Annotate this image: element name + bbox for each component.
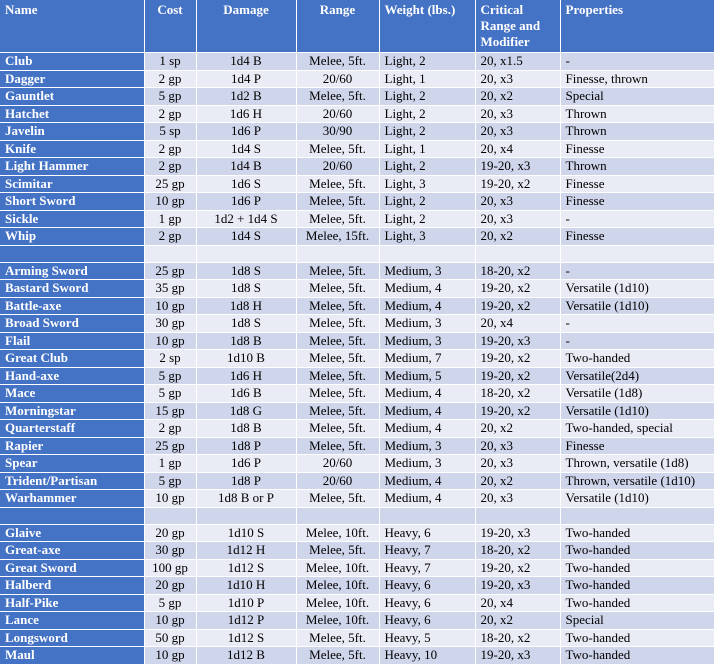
weapon-name: Great-axe <box>0 542 144 560</box>
separator-cell <box>196 245 296 262</box>
weapon-properties: Thrown <box>560 158 714 176</box>
weapon-cost: 5 gp <box>144 594 196 612</box>
weapon-name: Lance <box>0 612 144 630</box>
table-row <box>0 524 714 542</box>
weapon-cost: 2 gp <box>144 228 196 246</box>
weapon-cost: 30 gp <box>144 542 196 560</box>
weapon-critical: 18-20, x2 <box>475 385 560 403</box>
weapon-name: Hatchet <box>0 105 144 123</box>
weapon-name: Knife <box>0 140 144 158</box>
weapon-name: Trident/Partisan <box>0 472 144 490</box>
weapon-name: Club <box>0 53 144 71</box>
table-row <box>0 262 714 280</box>
weapon-weight: Light, 1 <box>379 140 475 158</box>
weapon-weight: Light, 2 <box>379 88 475 106</box>
weapon-properties: Versatile (1d10) <box>560 280 714 298</box>
weapon-weight: Medium, 4 <box>379 385 475 403</box>
weapon-name: Mace <box>0 385 144 403</box>
weapon-range: Melee, 5ft. <box>296 53 379 71</box>
weapon-damage: 1d8 B or P <box>196 490 296 508</box>
weapon-properties: Two-handed <box>560 542 714 560</box>
weapon-cost: 5 gp <box>144 367 196 385</box>
weapon-range: Melee, 5ft. <box>296 140 379 158</box>
weapon-damage: 1d6 P <box>196 455 296 473</box>
weapon-cost: 10 gp <box>144 332 196 350</box>
weapon-name: Sickle <box>0 210 144 228</box>
weapon-name: Javelin <box>0 123 144 141</box>
weapon-critical: 20, x4 <box>475 315 560 333</box>
weapon-damage: 1d4 B <box>196 53 296 71</box>
weapon-cost: 20 gp <box>144 577 196 595</box>
weapon-critical: 20, x2 <box>475 612 560 630</box>
weapon-range: Melee, 5ft. <box>296 210 379 228</box>
weapon-properties: Two-handed <box>560 524 714 542</box>
weapon-critical: 19-20, x3 <box>475 332 560 350</box>
weapon-properties: - <box>560 262 714 280</box>
weapon-cost: 25 gp <box>144 175 196 193</box>
table-row <box>0 228 714 246</box>
weapon-weight: Light, 2 <box>379 105 475 123</box>
weapon-properties: Two-handed <box>560 350 714 368</box>
weapon-weight: Medium, 3 <box>379 332 475 350</box>
weapon-properties: Versatile (1d10) <box>560 297 714 315</box>
table-row <box>0 70 714 88</box>
table-row <box>0 88 714 106</box>
weapon-damage: 1d8 H <box>196 297 296 315</box>
weapon-cost: 10 gp <box>144 193 196 211</box>
weapon-range: Melee, 5ft. <box>296 297 379 315</box>
weapon-properties: Two-handed <box>560 577 714 595</box>
weapon-cost: 15 gp <box>144 402 196 420</box>
weapon-damage: 1d8 G <box>196 402 296 420</box>
weapon-weight: Light, 2 <box>379 158 475 176</box>
weapon-properties: Versatile (1d8) <box>560 385 714 403</box>
table-row <box>0 210 714 228</box>
weapon-range: Melee, 5ft. <box>296 280 379 298</box>
weapon-critical: 19-20, x2 <box>475 175 560 193</box>
weapon-name: Arming Sword <box>0 262 144 280</box>
weapon-cost: 2 sp <box>144 350 196 368</box>
weapon-cost: 10 gp <box>144 647 196 665</box>
weapon-range: 20/60 <box>296 158 379 176</box>
weapon-properties: Special <box>560 612 714 630</box>
weapon-weight: Heavy, 5 <box>379 629 475 647</box>
weapon-properties: Finesse <box>560 228 714 246</box>
header-name: Name <box>0 0 144 53</box>
header-row <box>0 0 714 53</box>
weapon-properties: Versatile(2d4) <box>560 367 714 385</box>
table-row <box>0 490 714 508</box>
weapon-properties: Two-handed, special <box>560 420 714 438</box>
separator-cell <box>379 507 475 524</box>
weapon-name: Half-Pike <box>0 594 144 612</box>
weapon-damage: 1d12 H <box>196 542 296 560</box>
weapon-weight: Medium, 4 <box>379 280 475 298</box>
weapon-name: Gauntlet <box>0 88 144 106</box>
weapon-weight: Light, 3 <box>379 228 475 246</box>
weapon-critical: 20, x2 <box>475 420 560 438</box>
weapon-name: Hand-axe <box>0 367 144 385</box>
weapon-damage: 1d8 B <box>196 420 296 438</box>
table-row <box>0 647 714 665</box>
weapon-properties: Thrown, versatile (1d8) <box>560 455 714 473</box>
weapon-range: Melee, 5ft. <box>296 490 379 508</box>
weapon-weight: Light, 3 <box>379 175 475 193</box>
weapon-range: 20/60 <box>296 105 379 123</box>
weapon-properties: - <box>560 210 714 228</box>
weapon-properties: Finesse, thrown <box>560 70 714 88</box>
table-row <box>0 455 714 473</box>
weapon-name: Great Sword <box>0 559 144 577</box>
weapon-name: Short Sword <box>0 193 144 211</box>
weapon-cost: 2 gp <box>144 70 196 88</box>
weapon-critical: 19-20, x2 <box>475 350 560 368</box>
weapon-range: Melee, 5ft. <box>296 262 379 280</box>
weapon-weight: Medium, 4 <box>379 297 475 315</box>
table-row <box>0 140 714 158</box>
weapon-cost: 25 gp <box>144 262 196 280</box>
weapon-weight: Medium, 3 <box>379 262 475 280</box>
weapon-weight: Heavy, 7 <box>379 542 475 560</box>
weapon-damage: 1d12 B <box>196 647 296 665</box>
weapon-weight: Heavy, 6 <box>379 524 475 542</box>
weapon-cost: 2 gp <box>144 420 196 438</box>
table-row <box>0 123 714 141</box>
weapon-properties: Two-handed <box>560 559 714 577</box>
table-row <box>0 175 714 193</box>
weapon-damage: 1d6 P <box>196 193 296 211</box>
table-row <box>0 542 714 560</box>
table-row <box>0 53 714 71</box>
weapon-critical: 19-20, x3 <box>475 524 560 542</box>
weapon-critical: 20, x2 <box>475 472 560 490</box>
weapon-critical: 20, x3 <box>475 210 560 228</box>
weapon-properties: Special <box>560 88 714 106</box>
header-properties: Properties <box>560 0 714 53</box>
weapon-critical: 18-20, x2 <box>475 629 560 647</box>
separator-cell <box>0 507 144 524</box>
weapon-weight: Heavy, 6 <box>379 594 475 612</box>
weapon-range: Melee, 5ft. <box>296 88 379 106</box>
weapon-name: Warhammer <box>0 490 144 508</box>
header-damage: Damage <box>196 0 296 53</box>
weapon-name: Bastard Sword <box>0 280 144 298</box>
weapon-critical: 20, x1.5 <box>475 53 560 71</box>
weapon-damage: 1d2 B <box>196 88 296 106</box>
table-row <box>0 350 714 368</box>
weapon-properties: Finesse <box>560 193 714 211</box>
table-row <box>0 594 714 612</box>
weapon-name: Whip <box>0 228 144 246</box>
header-weight: Weight (lbs.) <box>379 0 475 53</box>
weapon-weight: Medium, 4 <box>379 472 475 490</box>
weapon-range: Melee, 5ft. <box>296 647 379 665</box>
weapon-damage: 1d8 P <box>196 437 296 455</box>
table-row <box>0 612 714 630</box>
weapon-name: Halberd <box>0 577 144 595</box>
separator-cell <box>196 507 296 524</box>
header-cost: Cost <box>144 0 196 53</box>
weapon-range: 30/90 <box>296 123 379 141</box>
weapon-cost: 2 gp <box>144 158 196 176</box>
weapon-weight: Medium, 4 <box>379 402 475 420</box>
weapon-critical: 19-20, x3 <box>475 158 560 176</box>
weapon-weight: Medium, 3 <box>379 455 475 473</box>
weapon-critical: 18-20, x2 <box>475 542 560 560</box>
separator-cell <box>475 507 560 524</box>
weapon-weight: Medium, 3 <box>379 437 475 455</box>
weapon-damage: 1d8 S <box>196 262 296 280</box>
weapon-range: Melee, 10ft. <box>296 524 379 542</box>
weapon-name: Longsword <box>0 629 144 647</box>
header-critical: Critical Range and Modifier <box>475 0 560 53</box>
weapon-weight: Light, 2 <box>379 53 475 71</box>
weapon-range: Melee, 10ft. <box>296 577 379 595</box>
weapon-cost: 10 gp <box>144 490 196 508</box>
weapon-cost: 2 gp <box>144 140 196 158</box>
weapon-properties: Thrown <box>560 123 714 141</box>
weapon-damage: 1d6 B <box>196 385 296 403</box>
weapon-range: Melee, 5ft. <box>296 367 379 385</box>
weapon-cost: 5 gp <box>144 88 196 106</box>
group-separator-row <box>0 245 714 262</box>
weapon-critical: 19-20, x3 <box>475 647 560 665</box>
weapon-properties: Versatile (1d10) <box>560 402 714 420</box>
weapon-range: Melee, 5ft. <box>296 350 379 368</box>
weapon-cost: 50 gp <box>144 629 196 647</box>
weapon-damage: 1d6 S <box>196 175 296 193</box>
weapon-damage: 1d12 P <box>196 612 296 630</box>
weapon-damage: 1d8 S <box>196 315 296 333</box>
weapon-range: Melee, 15ft. <box>296 228 379 246</box>
weapon-properties: Thrown <box>560 105 714 123</box>
weapon-critical: 20, x3 <box>475 70 560 88</box>
weapon-critical: 20, x2 <box>475 88 560 106</box>
table-row <box>0 629 714 647</box>
weapon-damage: 1d12 S <box>196 559 296 577</box>
separator-cell <box>560 245 714 262</box>
table-row <box>0 367 714 385</box>
weapon-properties: Finesse <box>560 437 714 455</box>
weapon-critical: 19-20, x2 <box>475 280 560 298</box>
weapon-cost: 30 gp <box>144 315 196 333</box>
weapon-name: Battle-axe <box>0 297 144 315</box>
weapon-range: 20/60 <box>296 472 379 490</box>
weapon-critical: 20, x3 <box>475 105 560 123</box>
weapon-range: Melee, 5ft. <box>296 437 379 455</box>
weapon-damage: 1d4 S <box>196 140 296 158</box>
weapon-name: Glaive <box>0 524 144 542</box>
weapon-damage: 1d4 B <box>196 158 296 176</box>
weapon-cost: 10 gp <box>144 612 196 630</box>
weapon-critical: 19-20, x2 <box>475 297 560 315</box>
table-row <box>0 420 714 438</box>
weapon-name: Rapier <box>0 437 144 455</box>
weapon-properties: Two-handed <box>560 594 714 612</box>
weapon-critical: 20, x4 <box>475 140 560 158</box>
weapon-properties: Versatile (1d10) <box>560 490 714 508</box>
separator-cell <box>144 507 196 524</box>
weapon-range: Melee, 5ft. <box>296 402 379 420</box>
weapon-range: Melee, 5ft. <box>296 175 379 193</box>
weapon-range: Melee, 5ft. <box>296 629 379 647</box>
weapon-cost: 35 gp <box>144 280 196 298</box>
weapon-properties: Two-handed <box>560 647 714 665</box>
weapon-critical: 20, x3 <box>475 490 560 508</box>
weapon-name: Dagger <box>0 70 144 88</box>
weapon-weight: Light, 1 <box>379 70 475 88</box>
weapon-weight: Heavy, 7 <box>379 559 475 577</box>
weapon-range: Melee, 5ft. <box>296 332 379 350</box>
weapon-weight: Medium, 3 <box>379 315 475 333</box>
weapon-properties: Finesse <box>560 140 714 158</box>
table-row <box>0 297 714 315</box>
weapon-weight: Heavy, 6 <box>379 612 475 630</box>
weapon-range: Melee, 5ft. <box>296 542 379 560</box>
weapon-name: Quarterstaff <box>0 420 144 438</box>
separator-cell <box>144 245 196 262</box>
weapon-critical: 19-20, x2 <box>475 402 560 420</box>
weapon-weight: Light, 2 <box>379 123 475 141</box>
weapon-range: Melee, 5ft. <box>296 420 379 438</box>
weapon-damage: 1d4 P <box>196 70 296 88</box>
weapon-cost: 1 gp <box>144 210 196 228</box>
weapon-properties: - <box>560 332 714 350</box>
weapon-critical: 20, x3 <box>475 193 560 211</box>
table-body <box>0 53 714 665</box>
weapon-critical: 20, x3 <box>475 123 560 141</box>
weapon-cost: 20 gp <box>144 524 196 542</box>
weapon-cost: 5 sp <box>144 123 196 141</box>
group-separator-row <box>0 507 714 524</box>
table-row <box>0 385 714 403</box>
separator-cell <box>560 507 714 524</box>
weapon-damage: 1d12 S <box>196 629 296 647</box>
weapon-critical: 20, x3 <box>475 437 560 455</box>
weapon-damage: 1d10 H <box>196 577 296 595</box>
weapon-damage: 1d4 S <box>196 228 296 246</box>
weapon-critical: 19-20, x2 <box>475 559 560 577</box>
weapon-weight: Medium, 5 <box>379 367 475 385</box>
weapon-name: Light Hammer <box>0 158 144 176</box>
table-row <box>0 437 714 455</box>
weapon-properties: Thrown, versatile (1d10) <box>560 472 714 490</box>
separator-cell <box>296 245 379 262</box>
weapon-range: Melee, 10ft. <box>296 594 379 612</box>
weapon-critical: 20, x4 <box>475 594 560 612</box>
weapon-critical: 19-20, x3 <box>475 577 560 595</box>
weapon-properties: - <box>560 315 714 333</box>
weapon-cost: 5 gp <box>144 385 196 403</box>
weapon-range: Melee, 10ft. <box>296 612 379 630</box>
weapon-critical: 19-20, x2 <box>475 367 560 385</box>
table-row <box>0 280 714 298</box>
weapon-properties: Two-handed <box>560 629 714 647</box>
weapon-cost: 5 gp <box>144 472 196 490</box>
weapon-name: Maul <box>0 647 144 665</box>
weapon-name: Spear <box>0 455 144 473</box>
weapon-name: Scimitar <box>0 175 144 193</box>
weapon-damage: 1d6 H <box>196 367 296 385</box>
weapon-weight: Light, 2 <box>379 210 475 228</box>
table-row <box>0 158 714 176</box>
weapon-damage: 1d8 S <box>196 280 296 298</box>
weapon-damage: 1d8 B <box>196 332 296 350</box>
weapon-name: Broad Sword <box>0 315 144 333</box>
weapon-weight: Medium, 7 <box>379 350 475 368</box>
weapon-damage: 1d2 + 1d4 S <box>196 210 296 228</box>
weapon-name: Flail <box>0 332 144 350</box>
weapon-weight: Light, 2 <box>379 193 475 211</box>
weapon-weight: Heavy, 10 <box>379 647 475 665</box>
weapon-damage: 1d10 B <box>196 350 296 368</box>
separator-cell <box>296 507 379 524</box>
weapon-range: Melee, 10ft. <box>296 559 379 577</box>
weapon-critical: 20, x2 <box>475 228 560 246</box>
weapon-cost: 2 gp <box>144 105 196 123</box>
weapon-weight: Medium, 4 <box>379 420 475 438</box>
weapon-weight: Medium, 4 <box>379 490 475 508</box>
weapon-cost: 25 gp <box>144 437 196 455</box>
weapon-properties: Finesse <box>560 175 714 193</box>
separator-cell <box>0 245 144 262</box>
weapon-damage: 1d10 P <box>196 594 296 612</box>
weapon-cost: 100 gp <box>144 559 196 577</box>
weapon-range: Melee, 5ft. <box>296 193 379 211</box>
table-row <box>0 559 714 577</box>
table-row <box>0 105 714 123</box>
header-range: Range <box>296 0 379 53</box>
separator-cell <box>379 245 475 262</box>
weapon-name: Morningstar <box>0 402 144 420</box>
weapon-critical: 18-20, x2 <box>475 262 560 280</box>
table-row <box>0 193 714 211</box>
weapon-range: Melee, 5ft. <box>296 315 379 333</box>
weapon-cost: 1 gp <box>144 455 196 473</box>
weapon-damage: 1d6 P <box>196 123 296 141</box>
table-row <box>0 315 714 333</box>
separator-cell <box>475 245 560 262</box>
table-row <box>0 472 714 490</box>
weapon-properties: - <box>560 53 714 71</box>
weapon-damage: 1d6 H <box>196 105 296 123</box>
table-row <box>0 332 714 350</box>
weapon-critical: 20, x3 <box>475 455 560 473</box>
table-row <box>0 402 714 420</box>
table-row <box>0 577 714 595</box>
weapon-cost: 10 gp <box>144 297 196 315</box>
weapon-damage: 1d10 S <box>196 524 296 542</box>
weapon-weight: Heavy, 6 <box>379 577 475 595</box>
weapon-range: 20/60 <box>296 455 379 473</box>
weapon-damage: 1d8 P <box>196 472 296 490</box>
weapon-range: 20/60 <box>296 70 379 88</box>
weapon-name: Great Club <box>0 350 144 368</box>
weapon-range: Melee, 5ft. <box>296 385 379 403</box>
weapon-cost: 1 sp <box>144 53 196 71</box>
